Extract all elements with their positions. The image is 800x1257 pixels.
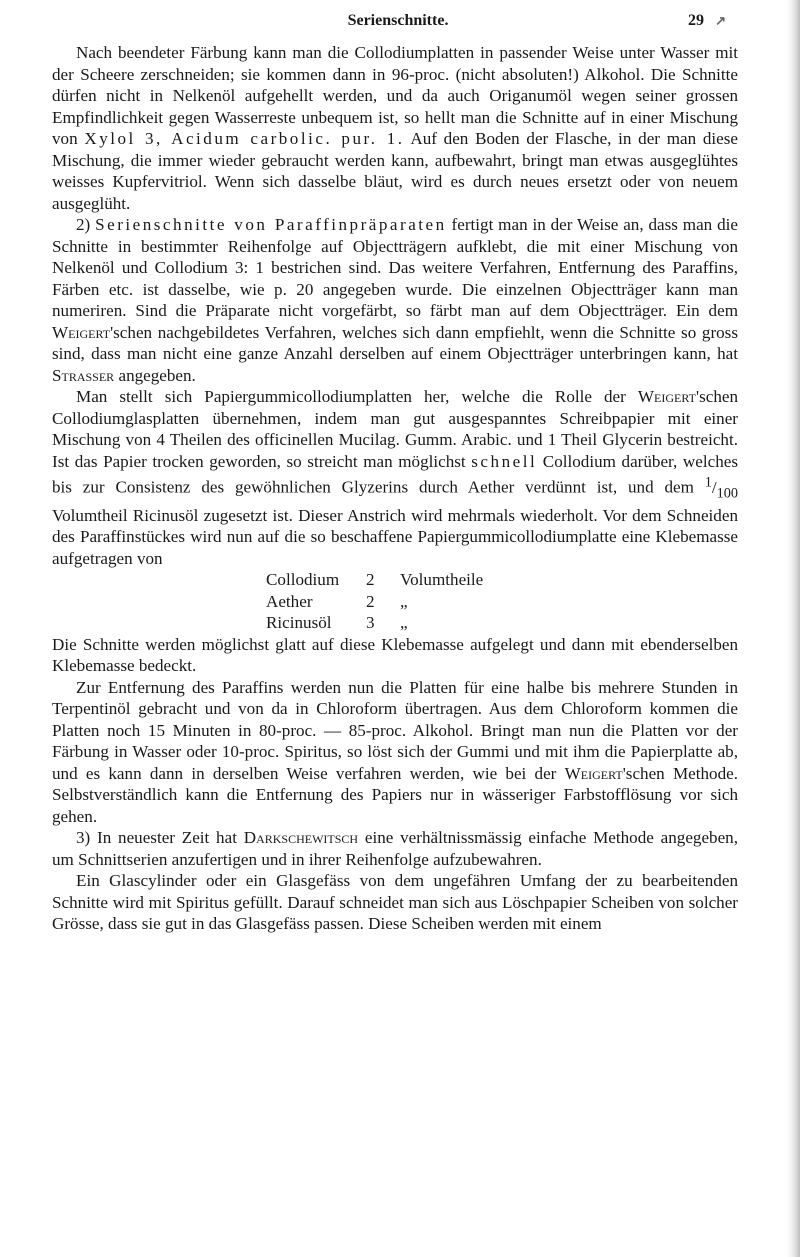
page-edge-shadow [786,0,800,1257]
paragraph-4: Die Schnitte werden möglichst glatt auf diese Klebemasse aufgelegt und dann mit ebenderselben Klebemasse bedeckt. [52,634,738,676]
paragraph-7: Ein Glascylinder oder ein Glasgefäss von dem ungefähren Umfang der zu bearbeitenden Schnitte wird mit Spiritus gefüllt. Darauf schneidet man sich aus Löschpapier Scheiben von solcher Grösse, dass sie gut in das Glasgefäss passen. Diese Scheiben werden mit einem [52,871,738,934]
recipe-list [52,569,738,634]
paragraph-5: Zur Entfernung des Paraffins werden nun die Platten für eine halbe bis mehrere Stunden in Terpentinöl gebracht und von da in Chloroform übertragen. Aus dem Chloroform kommen die Platten noch 15 Minuten in 80-proc. — 85-proc. Alkohol. Bringt man nun die Platten vor der Färbung in Wasser oder 10-proc. Spiritus, so löst sich der Gummi und mit ihm die Papierplatte ab, und es kann dann in derselben Weise verfahren werden, wie bei der Weigert'schen Methode. Selbstverständlich kann die Entfernung des Papiers nur in wässeriger Farbstofflösung vor sich gehen. [52,677,739,826]
running-head: Serienschnitte. [347,12,449,29]
recipe-row: Collodium 2 Volumtheile [266,570,484,590]
emphasis-schnell: schnell [471,451,538,471]
fraction: $^1/_{100}$ [704,474,738,502]
author-weigert: Weigert [52,322,111,342]
xylol-formula: Xylol 3, Acidum carbolic. pur. 1. [84,129,405,148]
author-strasser: Strasser [52,365,115,385]
recipe-row: Ricinusöl 3 „ [266,613,408,633]
paragraph-3: Man stellt sich Papiergummicollodiumplatten her, welche die Rolle der Weigert'schen Collodiumglasplatten übernehmen, indem man gut ausgespanntes Schreibpapier mit einer Mischung von 4 Theilen des officinellen Mucilag. Gumm. Arabic. und 1 Theil Glycerin bestreicht. Ist das Papier trocken geworden, so streicht man möglichst schnell Collodium darüber, welches bis zur Consistenz des gewöhnlichen Glyzerins durch Aether verdünnt ist, und dem $^1/_{100}$ Volumtheil Ricinusöl zugesetzt ist. Dieser Anstrich wird mehrmals wiederholt. Vor dem Schneiden des Paraffinstückes wird nun auf die so beschaffene Papiergummicollodiumplatte eine Klebemasse aufgetragen von [52,387,738,568]
recipe-row: Aether 2 „ [266,591,408,611]
arrow-mark-icon: ↗ [715,13,726,28]
author-weigert: Weigert [564,763,623,783]
body-text [52,42,738,935]
author-weigert: Weigert [637,387,696,406]
paragraph-1: Nach beendeter Färbung kann man die Collodiumplatten in passender Weise unter Wasser mit der Scheere zerschneiden; sie kommen dann in 96-proc. (nicht absoluten!) Alkohol. Die Schnitte dürfen nicht in Nelkenöl aufgehellt werden, und da auch Origanumöl wegen seiner grossen Empfindlichkeit gegen Wasserreste unbequem ist, so hellt man die Schnitte auf in einer Mischung von Xylol 3, Acidum carbolic. pur. 1. Auf den Boden der Flasche, in der man diese Mischung, die immer wieder gebraucht werden kann, aufbewahrt, bringt man etwas ausgeglühtes weisses Kupfervitriol. Wenn sich dasselbe bläut, wird es durch neues ersetzt oder von neuem ausgeglüht. [52,43,738,213]
section-title-paraffin: Serienschnitte von Paraffinpräparaten [95,215,447,234]
page-header [52,12,744,34]
page-number: 29 [688,12,704,29]
paragraph-6: 3) In neuester Zeit hat Darkschewitsch eine verhältnissmässig einfache Methode angegeben, um Schnittserien anzufertigen und in ihrer Reihenfolge aufzubewahren. [52,828,738,869]
paragraph-2: 2) Serienschnitte von Paraffinpräparaten fertigt man in der Weise an, dass man die Schnitte in bestimmter Reihenfolge auf Objectträgern aufklebt, die mit einer Mischung von Nelkenöl und Collodium 3: 1 bestrichen sind. Das weitere Verfahren, Entfernung des Paraffins, Färben etc. ist dasselbe, wie p. 20 angegeben wurde. Die einzelnen Objectträger kann man numeriren. Sind die Präparate nicht vorgefärbt, so färbt man auf dem Objectträger. Ein dem Weigert'schen nachgebildetes Verfahren, welches sich dann empfiehlt, wenn die Schnitte so gross sind, dass man nicht eine ganze Anzahl derselben auf einem Objectträger unterbringen kann, hat Strasser angegeben. [52,215,738,385]
author-darkschewitsch: Darkschewitsch [243,828,359,848]
